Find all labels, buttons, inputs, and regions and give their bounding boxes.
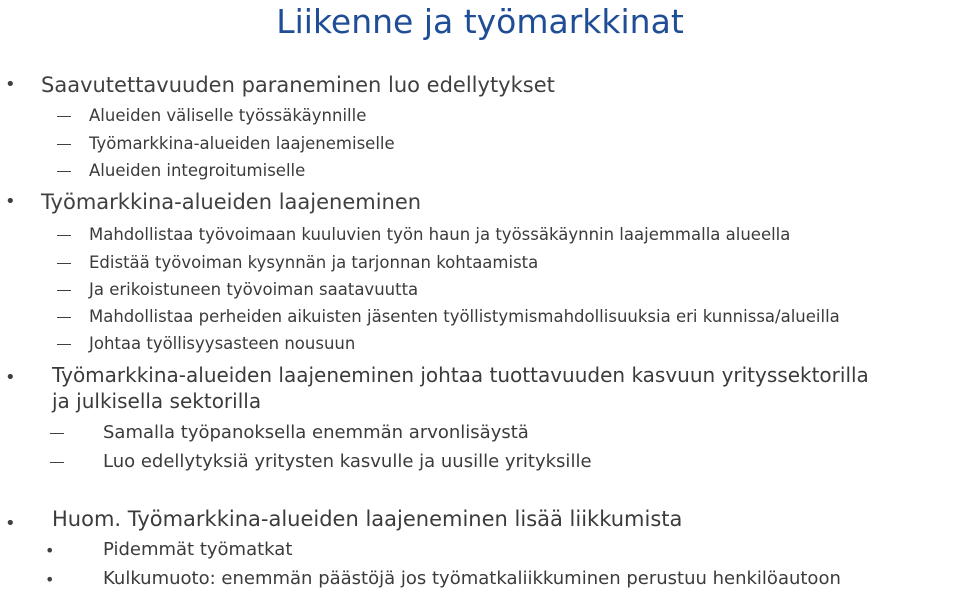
dash-icon <box>50 462 64 463</box>
dash-icon <box>57 317 71 318</box>
dash-icon <box>57 263 71 264</box>
dash-icon <box>57 344 71 345</box>
bullet-icon: • <box>45 570 55 589</box>
list-item: Pidemmät työmatkat <box>103 539 293 560</box>
bullet-icon: • <box>5 74 16 95</box>
list-item: Mahdollistaa perheiden aikuisten jäsenten työllistymismahdollisuuksia eri kunnissa/alueilla <box>89 307 840 326</box>
bullet-icon: • <box>5 367 16 388</box>
bullet-icon: • <box>45 541 55 560</box>
bullet-icon: • <box>5 513 16 534</box>
list-item: Työmarkkina-alueiden laajenemiselle <box>89 134 395 153</box>
list-item: Kulkumuoto: enemmän päästöjä jos työmatkaliikkuminen perustuu henkilöautoon <box>103 568 841 589</box>
dash-icon <box>57 290 71 291</box>
list-item: Luo edellytyksiä yritysten kasvulle ja uusille yrityksille <box>103 451 592 472</box>
list-item: Samalla työpanoksella enemmän arvonlisäystä <box>103 422 529 443</box>
list-item: Alueiden väliselle työssäkäynnille <box>89 106 367 125</box>
bullet-icon: • <box>5 191 16 212</box>
section-heading-continued: ja julkisella sektorilla <box>52 389 262 413</box>
section-heading: Työmarkkina-alueiden laajeneminen johtaa tuottavuuden kasvuun yrityssektorilla <box>52 363 869 387</box>
list-item: Mahdollistaa työvoimaan kuuluvien työn haun ja työssäkäynnin laajemmalla alueella <box>89 225 791 244</box>
dash-icon <box>57 171 71 172</box>
list-item: Alueiden integroitumiselle <box>89 161 306 180</box>
list-item: Johtaa työllisyysasteen nousuun <box>89 334 356 353</box>
dash-icon <box>57 116 71 117</box>
dash-icon <box>57 144 71 145</box>
dash-icon <box>50 433 64 434</box>
slide-title: Liikenne ja työmarkkinat <box>276 2 684 41</box>
list-item: Edistää työvoiman kysynnän ja tarjonnan kohtaamista <box>89 253 539 272</box>
section-heading: Huom. Työmarkkina-alueiden laajeneminen lisää liikkumista <box>52 507 683 531</box>
list-item: Ja erikoistuneen työvoiman saatavuutta <box>89 280 419 299</box>
dash-icon <box>57 235 71 236</box>
